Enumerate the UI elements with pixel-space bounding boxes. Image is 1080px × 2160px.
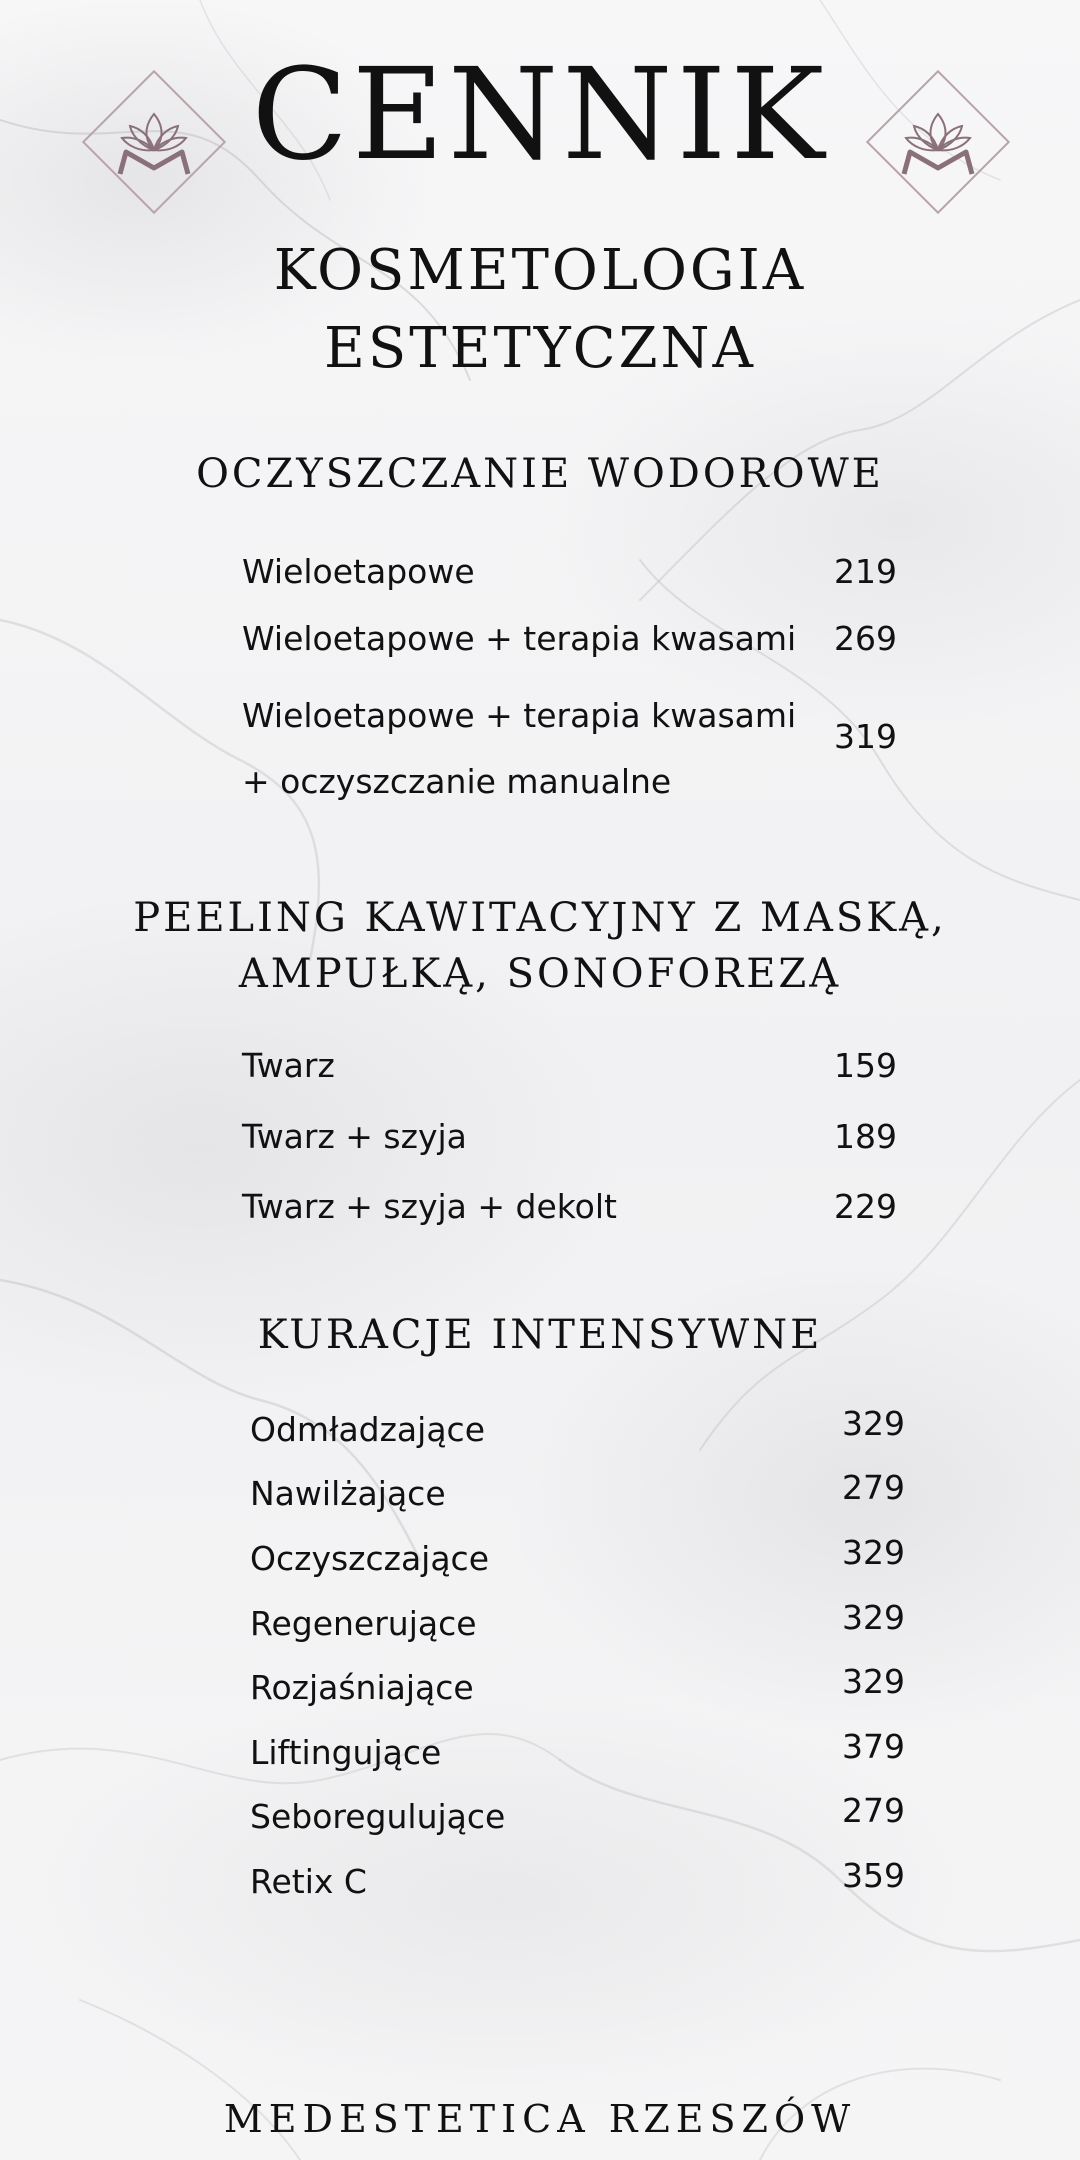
service-name: Rozjaśniające <box>250 1668 474 1707</box>
service-name: Oczyszczające <box>250 1539 490 1578</box>
service-price: 229 <box>834 1187 897 1226</box>
section-heading-kuracje: KURACJE INTENSYWNE <box>257 1312 823 1358</box>
service-name: Twarz + szyja + dekolt <box>242 1187 617 1226</box>
service-price: 279 <box>842 1468 905 1507</box>
service-price: 159 <box>834 1046 897 1085</box>
service-price: 269 <box>834 619 897 658</box>
service-name: Wieloetapowe <box>242 552 475 591</box>
service-price: 319 <box>834 717 897 756</box>
service-name: Seboregulujące <box>250 1797 506 1836</box>
section-heading-line-1: PEELING KAWITACYJNY Z MASKĄ, <box>133 895 947 941</box>
service-name: Twarz + szyja <box>242 1117 467 1156</box>
service-price: 359 <box>842 1856 905 1895</box>
service-name: Nawilżające <box>250 1474 446 1513</box>
service-price: 329 <box>842 1404 905 1443</box>
service-name <box>242 683 802 815</box>
footer-brand: MEDESTETICA RZESZÓW <box>223 2097 857 2141</box>
page-subtitle <box>0 232 1080 388</box>
section-heading-oczyszczanie: OCZYSZCZANIE WODOROWE <box>196 451 884 497</box>
section-heading-peeling <box>0 890 1080 1002</box>
service-name: Twarz <box>242 1046 335 1085</box>
service-price: 329 <box>842 1662 905 1701</box>
service-name: Regenerujące <box>250 1604 477 1643</box>
service-name-line-1: Wieloetapowe + terapia kwasami <box>242 696 797 735</box>
service-price: 329 <box>842 1598 905 1637</box>
section-heading-line-2: AMPUŁKĄ, SONOFOREZĄ <box>238 951 842 997</box>
service-price: 279 <box>842 1791 905 1830</box>
page-title: CENNIK <box>251 41 829 188</box>
service-name-line-2: + oczyszczanie manualne <box>242 762 672 801</box>
service-price: 219 <box>834 552 897 591</box>
service-price: 329 <box>842 1533 905 1572</box>
service-name: Liftingujące <box>250 1733 442 1772</box>
service-name: Odmładzające <box>250 1410 485 1449</box>
service-price: 379 <box>842 1727 905 1766</box>
subtitle-line-2: ESTETYCZNA <box>323 316 756 381</box>
service-price: 189 <box>834 1117 897 1156</box>
service-name: Wieloetapowe + terapia kwasami <box>242 619 797 658</box>
subtitle-line-1: KOSMETOLOGIA <box>273 238 807 303</box>
service-name: Retix C <box>250 1862 367 1901</box>
